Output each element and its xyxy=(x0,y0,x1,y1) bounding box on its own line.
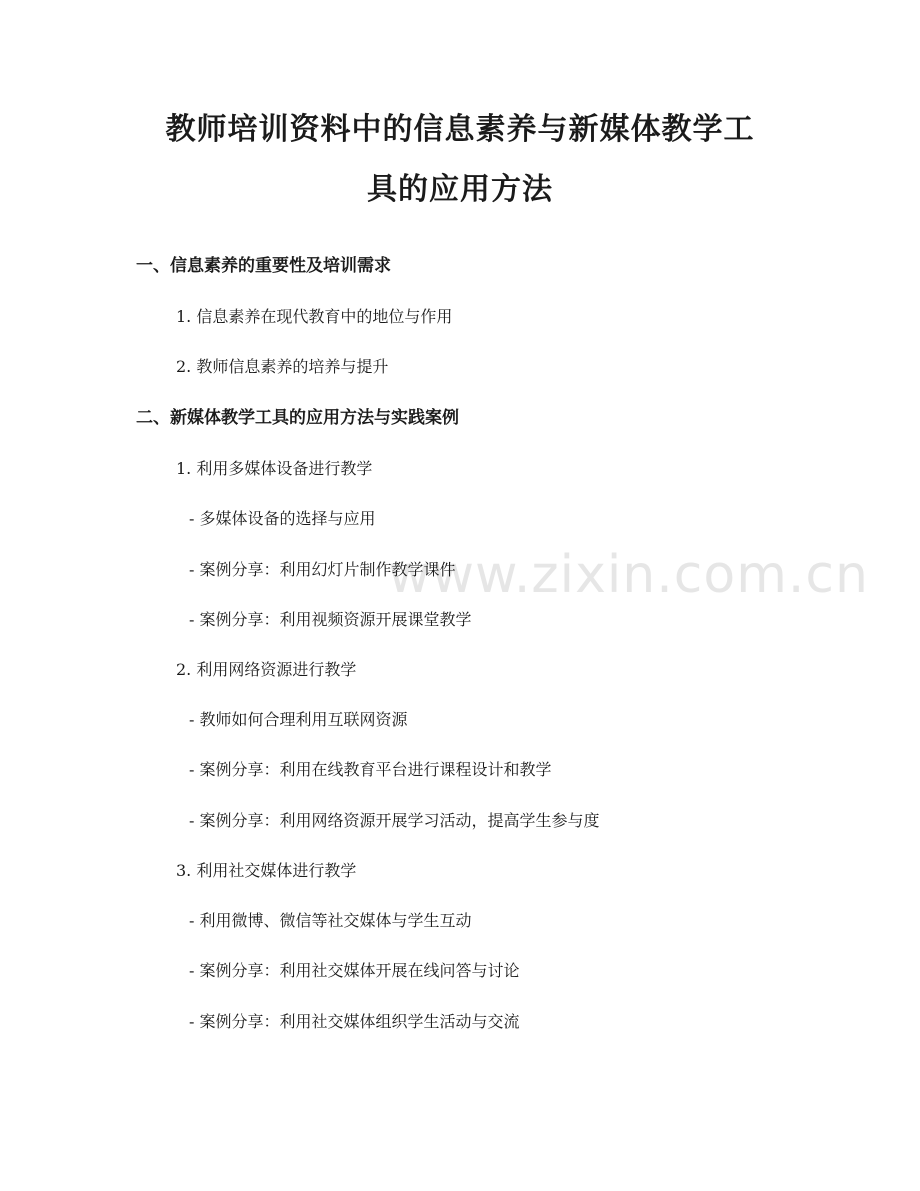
watermark: www.zixin.com.cn xyxy=(388,545,869,605)
sub-list-item: - 教师如何合理利用互联网资源 xyxy=(189,710,408,729)
sub-list-item: - 案例分享：利用社交媒体组织学生活动与交流 xyxy=(189,1012,520,1031)
list-item: 3. 利用社交媒体进行教学 xyxy=(176,861,357,880)
list-item: 1. 信息素养在现代教育中的地位与作用 xyxy=(176,307,453,326)
list-item: 1. 利用多媒体设备进行教学 xyxy=(176,459,373,478)
sub-list-item: - 利用微博、微信等社交媒体与学生互动 xyxy=(189,911,472,930)
sub-list-item: - 多媒体设备的选择与应用 xyxy=(189,509,376,528)
sub-list-item: - 案例分享：利用在线教育平台进行课程设计和教学 xyxy=(189,760,552,779)
list-item: 2. 利用网络资源进行教学 xyxy=(176,660,357,679)
sub-list-item: - 案例分享：利用社交媒体开展在线问答与讨论 xyxy=(189,961,520,980)
sub-list-item: - 案例分享：利用网络资源开展学习活动，提高学生参与度 xyxy=(189,811,600,830)
section-heading-1: 一、信息素养的重要性及培训需求 xyxy=(136,256,391,276)
section-heading-2: 二、新媒体教学工具的应用方法与实践案例 xyxy=(136,408,459,428)
sub-list-item: - 案例分享：利用幻灯片制作教学课件 xyxy=(189,560,456,579)
document-title xyxy=(100,100,820,220)
title-line-2: 具的应用方法 xyxy=(367,172,553,207)
list-item: 2. 教师信息素养的培养与提升 xyxy=(176,357,389,376)
sub-list-item: - 案例分享：利用视频资源开展课堂教学 xyxy=(189,610,472,629)
title-line-1: 教师培训资料中的信息素养与新媒体教学工 xyxy=(165,112,755,147)
